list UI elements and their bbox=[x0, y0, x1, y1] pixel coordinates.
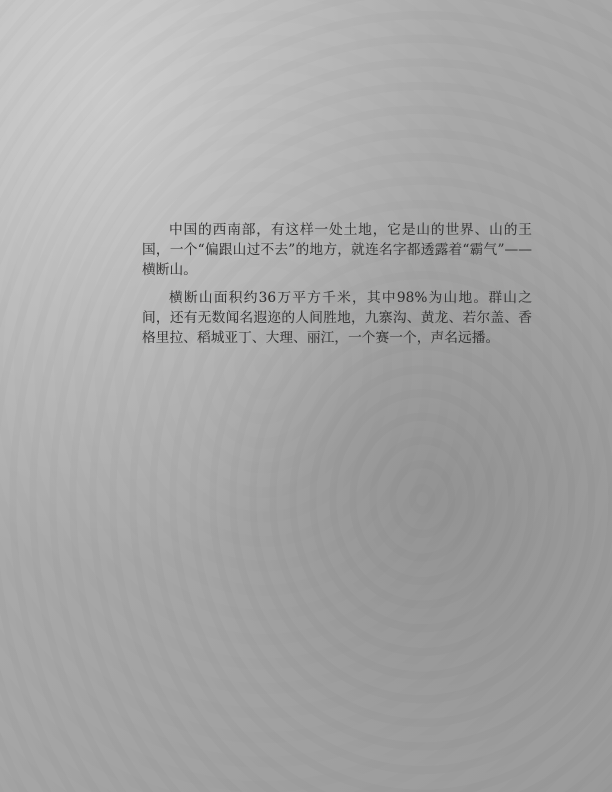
paragraph-1: 中国的西南部，有这样一处土地，它是山的世界、山的王国，一个“偏跟山过不去”的地方，就连名字都透露着“霸气”——横断山。 bbox=[142, 222, 532, 278]
paragraph-2: 横断山面积约36万平方千米，其中98%为山地。群山之间，还有无数闻名遐迩的人间胜地，九寨沟、黄龙、若尔盖、香格里拉、稻城亚丁、大理、丽江，一个赛一个，声名远播。 bbox=[142, 290, 532, 346]
document-text-block bbox=[142, 220, 532, 348]
